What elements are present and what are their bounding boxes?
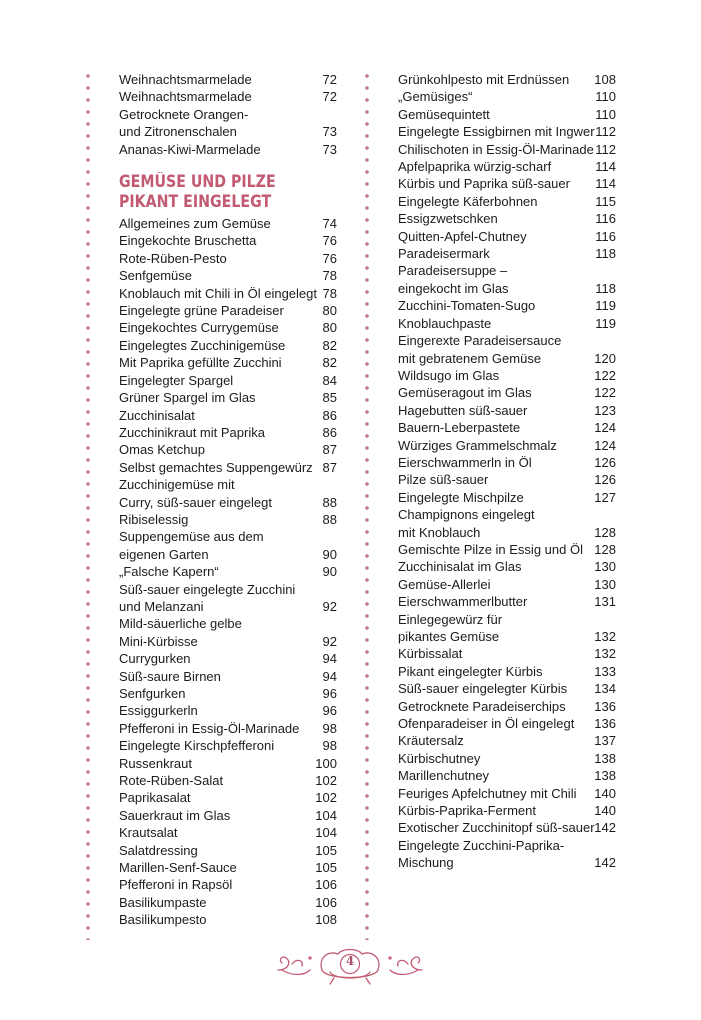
entry-title: Grüner Spargel im Glas <box>119 390 256 406</box>
entry-page-number: 118 <box>595 246 616 262</box>
toc-entry <box>398 698 616 715</box>
toc-entry <box>119 615 337 650</box>
toc-entry <box>119 894 337 911</box>
entry-page-number: 88 <box>322 494 337 510</box>
entry-page-number: 94 <box>322 668 337 684</box>
toc-entry <box>119 88 337 105</box>
toc-entry <box>119 650 337 667</box>
section-heading <box>119 172 306 212</box>
entry-title: Eierschwammerln in Öl <box>398 454 532 470</box>
entry-page-number: 87 <box>322 442 337 458</box>
entry-page-number: 73 <box>322 141 337 157</box>
entry-page-number: 104 <box>315 825 337 841</box>
toc-entry <box>398 611 616 646</box>
entry-title: Eingekochte Bruschetta <box>119 233 257 249</box>
entry-title: Eierschwammerlbutter <box>398 594 528 610</box>
entry-page-number: 120 <box>594 350 616 366</box>
toc-entry <box>398 819 616 836</box>
entry-page-number: 105 <box>315 860 337 876</box>
entry-page-number: 82 <box>322 337 337 353</box>
toc-entry <box>398 332 616 367</box>
entry-page-number: 119 <box>595 298 616 314</box>
toc-entry <box>119 302 337 319</box>
entry-title: Pilze süß-sauer <box>398 472 489 488</box>
entry-page-number: 92 <box>322 633 337 649</box>
toc-entry <box>398 228 616 245</box>
toc-entry <box>119 215 337 232</box>
toc-entry <box>398 193 616 210</box>
entry-page-number: 96 <box>322 686 337 701</box>
entry-title: Salatdressing <box>119 842 198 858</box>
entry-title: Marillen-Senf-Sauce <box>119 860 237 876</box>
entry-title: Kräutersalz <box>398 733 464 749</box>
entry-title: Basilikumpaste <box>119 894 207 910</box>
entry-page-number: 90 <box>322 564 337 580</box>
entry-title: Exotischer Zucchinitopf süß-sauer <box>398 820 595 836</box>
toc-entry <box>398 663 616 680</box>
entry-title: Hagebutten süß-sauer <box>398 402 528 418</box>
entry-title: Eingelegte Käferbohnen <box>398 193 538 209</box>
entry-page-number: 116 <box>595 211 616 227</box>
toc-entry <box>398 645 616 662</box>
entry-page-number: 131 <box>594 594 616 610</box>
toc-entry <box>119 737 337 754</box>
entry-page-number: 108 <box>315 912 337 928</box>
entry-title: Pfefferoni in Rapsöl <box>119 877 233 893</box>
toc-entry <box>119 859 337 876</box>
entry-title: Marillenchutney <box>398 768 490 784</box>
entry-title: Eingelegte grüne Paradeiser <box>119 303 284 319</box>
toc-entry <box>119 911 337 928</box>
entry-title: Paradeisersuppe – <box>398 263 508 279</box>
entry-title: pikantes Gemüse <box>398 629 500 644</box>
entry-title: Ananas-Kiwi-Marmelade <box>119 141 261 157</box>
entry-title: Einlegegewürz für <box>398 611 503 627</box>
entry-title: Senfgemüse <box>119 268 192 284</box>
toc-entry <box>119 581 337 616</box>
section-continued <box>398 71 616 872</box>
entry-page-number: 108 <box>594 72 616 87</box>
right-dotted-rule <box>365 70 369 940</box>
entry-title: Weihnachtsmarmelade <box>119 72 252 87</box>
toc-entry <box>119 372 337 389</box>
entry-title: Curry, süß-sauer eingelegt <box>119 494 272 510</box>
toc-entry <box>119 106 337 141</box>
toc-entry <box>398 732 616 749</box>
entry-page-number: 128 <box>594 541 616 557</box>
entry-page-number: 123 <box>594 402 616 418</box>
toc-entry <box>119 842 337 859</box>
entry-title: Wildsugo im Glas <box>398 367 500 383</box>
left-dotted-rule <box>86 70 90 940</box>
entry-page-number: 87 <box>322 459 337 475</box>
entry-title: Eingerexte Paradeisersauce <box>398 333 562 349</box>
entry-title: „Gemüsiges“ <box>398 89 473 105</box>
entry-title: Ofenparadeiser in Öl eingelegt <box>398 716 575 732</box>
page-number: 4 <box>345 954 355 968</box>
page-footer-ornament <box>270 940 430 990</box>
entry-title: Getrocknete Paradeiserchips <box>398 698 566 714</box>
entry-title: Knoblauchpaste <box>398 315 492 331</box>
entry-title: Pfefferoni in Essig-Öl-Marinade <box>119 720 300 736</box>
entry-title: Basilikumpesto <box>119 912 207 928</box>
toc-entry <box>119 511 337 528</box>
entry-title: Eingelegtes Zucchinigemüse <box>119 337 286 353</box>
toc-entry <box>398 506 616 541</box>
toc-entry <box>119 232 337 249</box>
toc-entry <box>398 767 616 784</box>
entry-page-number: 124 <box>594 437 616 453</box>
entry-title: Grünkohlpesto mit Erdnüssen <box>398 72 570 87</box>
entry-title: Suppengemüse aus dem <box>119 529 264 545</box>
entry-page-number: 130 <box>594 559 616 575</box>
entry-title: Krautsalat <box>119 825 178 841</box>
entry-page-number: 136 <box>594 698 616 714</box>
entry-page-number: 84 <box>322 372 337 388</box>
section-heading-line-2: PIKANT EINGELEGT <box>119 192 272 212</box>
entry-page-number: 112 <box>595 141 616 157</box>
entry-page-number: 112 <box>595 124 616 140</box>
entry-title: Eingelegte Mischpilze <box>398 489 524 505</box>
entry-page-number: 116 <box>595 228 616 244</box>
entry-page-number: 133 <box>594 663 616 679</box>
toc-entry <box>398 262 616 297</box>
toc-entry <box>119 824 337 841</box>
section-heading-line-1: GEMÜSE UND PILZE <box>119 172 276 192</box>
toc-entry <box>119 141 337 158</box>
entry-title: Sauerkraut im Glas <box>119 807 231 823</box>
entry-title: Paprikasalat <box>119 790 191 806</box>
entry-title: Russenkraut <box>119 755 192 771</box>
entry-page-number: 132 <box>594 646 616 662</box>
toc-entry <box>398 158 616 175</box>
entry-title: Zucchinikraut mit Paprika <box>119 424 265 440</box>
entry-title: Eingekochtes Currygemüse <box>119 320 279 336</box>
entry-page-number: 90 <box>322 546 337 562</box>
toc-entry <box>398 419 616 436</box>
toc-entry <box>119 407 337 424</box>
entry-page-number: 138 <box>594 750 616 766</box>
entry-page-number: 126 <box>594 472 616 488</box>
entry-page-number: 106 <box>315 877 337 893</box>
entry-page-number: 115 <box>595 193 616 209</box>
toc-entry <box>398 837 616 872</box>
toc-entry <box>398 297 616 314</box>
toc-entry <box>119 876 337 893</box>
toc-entry <box>119 250 337 267</box>
toc-entry <box>398 750 616 767</box>
entry-title: Würziges Grammelschmalz <box>398 437 557 453</box>
section-vegetables <box>119 215 337 929</box>
toc-entry <box>398 802 616 819</box>
entry-page-number: 119 <box>595 315 616 331</box>
toc-entry <box>119 528 337 563</box>
entry-title: Mischung <box>398 855 454 871</box>
entry-title: Süß-sauer eingelegter Kürbis <box>398 681 568 697</box>
entry-page-number: 140 <box>594 803 616 819</box>
entry-page-number: 98 <box>322 738 337 754</box>
entry-page-number: 118 <box>595 280 616 296</box>
entry-page-number: 96 <box>322 703 337 719</box>
toc-entry <box>398 471 616 488</box>
entry-page-number: 140 <box>594 785 616 801</box>
toc-entry <box>398 680 616 697</box>
entry-title: Ribiselessig <box>119 511 189 527</box>
entry-page-number: 114 <box>595 176 616 192</box>
entry-title: Eingelegte Essigbirnen mit Ingwer <box>398 124 595 140</box>
entry-title: Essigzwetschken <box>398 211 498 227</box>
toc-entry <box>398 88 616 105</box>
entry-page-number: 122 <box>594 367 616 383</box>
toc-entry <box>119 807 337 824</box>
entry-page-number: 78 <box>322 285 337 301</box>
entry-title: Pikant eingelegter Kürbis <box>398 663 543 679</box>
entry-page-number: 142 <box>594 820 616 836</box>
entry-page-number: 86 <box>322 424 337 440</box>
entry-title: eingekocht im Glas <box>398 280 509 296</box>
toc-entry <box>398 715 616 732</box>
entry-title: Eingelegter Spargel <box>119 372 234 388</box>
entry-title: Paradeisermark <box>398 246 490 262</box>
entry-title: Apfelpaprika würzig-scharf <box>398 159 552 175</box>
entry-page-number: 122 <box>594 385 616 401</box>
toc-entry <box>119 702 337 719</box>
entry-title: Essiggurkerln <box>119 703 198 719</box>
entry-page-number: 74 <box>322 216 337 232</box>
entry-page-number: 105 <box>315 842 337 858</box>
entry-page-number: 106 <box>315 894 337 910</box>
entry-title: eigenen Garten <box>119 546 209 562</box>
entry-page-number: 126 <box>594 454 616 470</box>
toc-entry <box>398 402 616 419</box>
entry-title: Eingelegte Kirschpfefferoni <box>119 738 275 754</box>
toc-entry <box>119 441 337 458</box>
toc-entry <box>398 437 616 454</box>
toc-entry <box>119 71 337 88</box>
entry-title: Allgemeines zum Gemüse <box>119 216 271 232</box>
entry-page-number: 102 <box>315 773 337 789</box>
entry-page-number: 124 <box>594 420 616 436</box>
toc-entry <box>398 141 616 158</box>
entry-page-number: 94 <box>322 651 337 667</box>
toc-entry <box>398 367 616 384</box>
toc-entry <box>398 71 616 88</box>
entry-title: Gemüseragout im Glas <box>398 385 532 401</box>
entry-page-number: 73 <box>322 124 337 140</box>
toc-entry <box>119 267 337 284</box>
entry-page-number: 137 <box>594 733 616 749</box>
toc-entry <box>398 245 616 262</box>
toc-entry <box>119 789 337 806</box>
entry-title: „Falsche Kapern“ <box>119 564 219 580</box>
toc-entry <box>398 489 616 506</box>
entry-title: Süß-saure Birnen <box>119 668 221 684</box>
toc-entry <box>119 755 337 772</box>
entry-title: Zucchinisalat im Glas <box>398 559 522 575</box>
entry-page-number: 80 <box>322 303 337 319</box>
entry-title: Senfgurken <box>119 686 186 701</box>
entry-page-number: 72 <box>322 89 337 105</box>
toc-entry <box>119 476 337 511</box>
entry-page-number: 102 <box>315 790 337 806</box>
toc-entry <box>398 123 616 140</box>
entry-title: Weihnachtsmarmelade <box>119 89 252 105</box>
entry-title: Quitten-Apfel-Chutney <box>398 228 527 244</box>
entry-title: Kürbis und Paprika süß-sauer <box>398 176 570 192</box>
entry-title: Mit Paprika gefüllte Zucchini <box>119 355 282 371</box>
entry-title: Kürbischutney <box>398 750 481 766</box>
entry-title: Mini-Kürbisse <box>119 633 198 649</box>
toc-entry <box>398 785 616 802</box>
entry-title: Selbst gemachtes Suppengewürz <box>119 459 313 475</box>
toc-entry <box>119 354 337 371</box>
section-jams <box>119 71 337 158</box>
entry-title: mit gebratenem Gemüse <box>398 350 542 366</box>
entry-page-number: 78 <box>322 268 337 284</box>
toc-entry <box>119 685 337 702</box>
entry-page-number: 134 <box>594 681 616 697</box>
entry-title: Zucchinisalat <box>119 407 195 423</box>
entry-page-number: 76 <box>322 233 337 249</box>
entry-title: mit Knoblauch <box>398 524 481 540</box>
entry-page-number: 100 <box>315 755 337 771</box>
entry-page-number: 130 <box>594 576 616 592</box>
entry-page-number: 132 <box>594 629 616 644</box>
entry-title: Mild-säuerliche gelbe <box>119 616 242 632</box>
entry-page-number: 114 <box>595 159 616 175</box>
entry-page-number: 72 <box>322 72 337 87</box>
toc-entry <box>119 772 337 789</box>
toc-entry <box>398 175 616 192</box>
entry-page-number: 85 <box>322 390 337 406</box>
toc-entry <box>119 337 337 354</box>
toc-entry <box>398 593 616 610</box>
entry-title: Omas Ketchup <box>119 442 205 458</box>
entry-title: Getrocknete Orangen- <box>119 106 249 122</box>
toc-entry <box>398 315 616 332</box>
toc-entry <box>398 106 616 123</box>
entry-page-number: 142 <box>594 855 616 871</box>
entry-page-number: 98 <box>322 720 337 736</box>
toc-entry <box>119 459 337 476</box>
entry-title: Rote-Rüben-Salat <box>119 773 224 789</box>
toc-entry <box>398 384 616 401</box>
entry-title: Gemüse-Allerlei <box>398 576 491 592</box>
entry-title: Chilischoten in Essig-Öl-Marinade <box>398 141 594 157</box>
toc-entry <box>398 576 616 593</box>
entry-title: Zucchinigemüse mit <box>119 477 235 493</box>
entry-title: Kürbissalat <box>398 646 463 662</box>
entry-title: Bauern-Leberpastete <box>398 420 521 436</box>
entry-title: und Zitronenschalen <box>119 124 237 140</box>
toc-entry <box>119 424 337 441</box>
entry-title: Currygurken <box>119 651 191 667</box>
entry-page-number: 110 <box>595 106 616 122</box>
toc-entry <box>119 319 337 336</box>
entry-page-number: 128 <box>594 524 616 540</box>
toc-entry <box>119 563 337 580</box>
entry-page-number: 138 <box>594 768 616 784</box>
entry-page-number: 127 <box>594 489 616 505</box>
entry-title: Eingelegte Zucchini-Paprika- <box>398 837 565 853</box>
entry-title: Gemüsequintett <box>398 106 490 122</box>
entry-title: und Melanzani <box>119 598 204 614</box>
entry-title: Kürbis-Paprika-Ferment <box>398 803 536 819</box>
toc-entry <box>119 668 337 685</box>
entry-page-number: 104 <box>315 807 337 823</box>
entry-title: Zucchini-Tomaten-Sugo <box>398 298 536 314</box>
entry-title: Rote-Rüben-Pesto <box>119 250 227 266</box>
toc-entry <box>398 210 616 227</box>
entry-page-number: 80 <box>322 320 337 336</box>
toc-entry <box>119 285 337 302</box>
entry-title: Gemischte Pilze in Essig und Öl <box>398 541 583 557</box>
entry-title: Champignons eingelegt <box>398 507 535 523</box>
toc-entry <box>119 720 337 737</box>
entry-page-number: 110 <box>595 89 616 105</box>
entry-page-number: 88 <box>322 511 337 527</box>
right-column <box>398 71 616 872</box>
entry-page-number: 86 <box>322 407 337 423</box>
entry-page-number: 92 <box>322 598 337 614</box>
entry-title: Feuriges Apfelchutney mit Chili <box>398 785 577 801</box>
toc-entry <box>398 454 616 471</box>
left-column <box>119 71 337 929</box>
entry-title: Süß-sauer eingelegte Zucchini <box>119 581 296 597</box>
entry-title: Knoblauch mit Chili in Öl eingelegt <box>119 285 317 301</box>
toc-entry <box>398 541 616 558</box>
entry-page-number: 136 <box>594 716 616 732</box>
entry-page-number: 82 <box>322 355 337 371</box>
toc-entry <box>398 558 616 575</box>
entry-page-number: 76 <box>322 250 337 266</box>
toc-entry <box>119 389 337 406</box>
